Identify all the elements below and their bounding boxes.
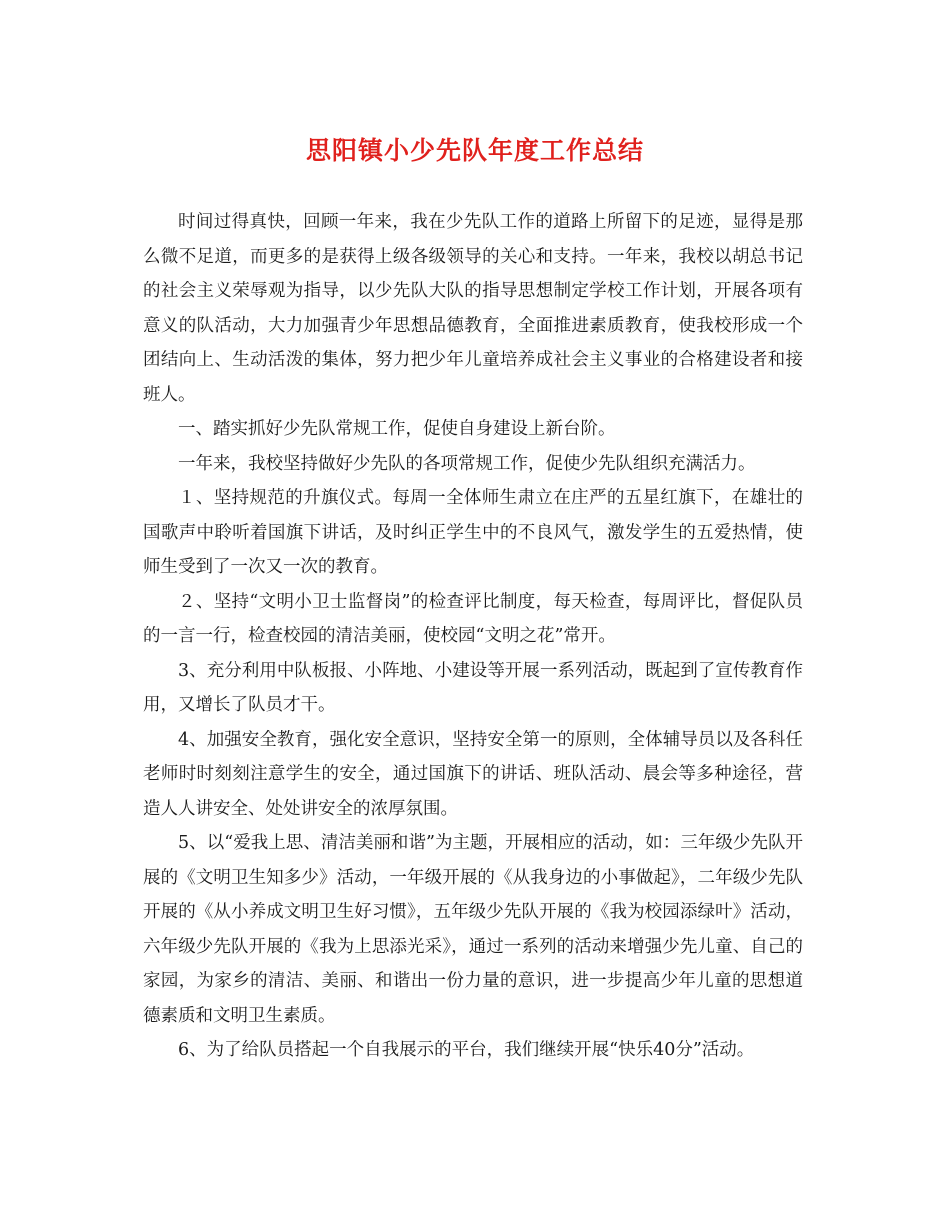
paragraph-item-6: 6、为了给队员搭起一个自我展示的平台，我们继续开展“快乐40分”活动。 bbox=[178, 1040, 755, 1060]
paragraph-section-summary: 一年来，我校坚持做好少先队的各项常规工作，促使少先队组织充满活力。 bbox=[178, 453, 756, 474]
paragraph-item-3: 3、充分利用中队板报、小阵地、小建设等开展一系列活动，既起到了宣传教育作用，又增长了队员才干。 bbox=[143, 660, 803, 715]
paragraph-section-heading-1: 一、踏实抓好少先队常规工作，促使自身建设上新台阶。 bbox=[178, 419, 616, 439]
document-body bbox=[143, 205, 803, 1068]
paragraph-item-5: 5、以“爱我上思、清洁美丽和谐”为主题，开展相应的活动，如：三年级少先队开展的《文明卫生知多少》活动，一年级开展的《从我身边的小事做起》，二年级少先队开展的《从小养成文明卫生好习惯》，五年级少先队开展的《我为校园添绿叶》活动，六年级少先队开展的《我为上思添光采》，通过一系列的活动来增强少先儿童、自己的家园，为家乡的清洁、美丽、和谐出一份力量的意识，进一步提高少年儿童的思想道德素质和文明卫生素质。 bbox=[143, 833, 803, 1026]
document-title: 思阳镇小少先队年度工作总结 bbox=[305, 136, 644, 165]
paragraph-intro: 时间过得真快，回顾一年来，我在少先队工作的道路上所留下的足迹，显得是那么微不足道，而更多的是获得上级各级领导的关心和支持。一年来，我校以胡总书记的社会主义荣辱观为指导，以少先队大队的指导思想制定学校工作计划，开展各项有意义的队活动，大力加强青少年思想品德教育，全面推进素质教育，使我校形成一个团结向上、生动活泼的集体，努力把少年儿童培养成社会主义事业的合格建设者和接班人。 bbox=[143, 212, 803, 405]
paragraph-item-2: ２、坚持“文明小卫士监督岗”的检查评比制度，每天检查，每周评比，督促队员的一言一行，检查校园的清洁美丽，使校园“文明之花”常开。 bbox=[143, 591, 803, 646]
paragraph-item-4: 4、加强安全教育，强化安全意识，坚持安全第一的原则，全体辅导员以及各科任老师时时刻刻注意学生的安全，通过国旗下的讲话、班队活动、晨会等多种途径，营造人人讲安全、处处讲安全的浓厚氛围。 bbox=[143, 729, 803, 819]
paragraph-item-1: １、坚持规范的升旗仪式。每周一全体师生肃立在庄严的五星红旗下，在雄壮的国歌声中聆听着国旗下讲话，及时纠正学生中的不良风气，激发学生的五爱热情，使师生受到了一次又一次的教育。 bbox=[143, 488, 803, 577]
